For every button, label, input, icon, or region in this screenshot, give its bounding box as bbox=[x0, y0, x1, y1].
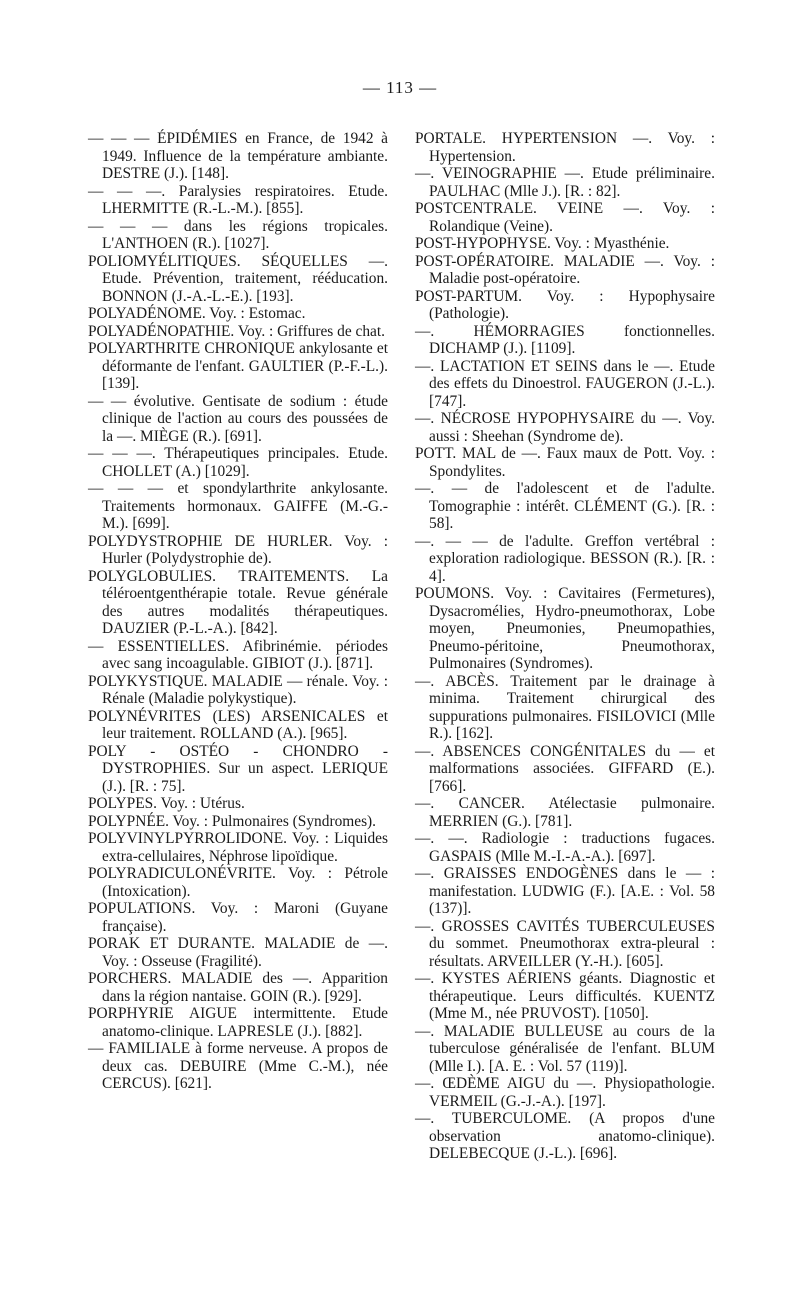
index-entry: —. GROSSES CAVITÉS TUBERCULEUSES du sommet. Pneumothorax extra-pleural : résultats. ARVEILLER (Y.-H.). [605]. bbox=[415, 917, 715, 970]
index-entry: —. TUBERCULOME. (A propos d'une observation anatomo-clinique). DELEBECQUE (J.-L.). [696]. bbox=[415, 1110, 715, 1162]
index-entry: — — — ÉPIDÉMIES en France, de 1942 à 1949. Influence de la température ambiante. DESTRE (J.). [148]. bbox=[88, 130, 388, 182]
index-entry: —. — — de l'adulte. Greffon vertébral : exploration radiologique. BESSON (R.). [R. : 4]. bbox=[415, 532, 715, 585]
index-entry: POLYKYSTIQUE. MALADIE — rénale. Voy. : Rénale (Maladie polykystique). bbox=[88, 672, 388, 707]
index-entry: — — —. Paralysies respiratoires. Etude. LHERMITTE (R.-L.-M.). [855]. bbox=[88, 182, 388, 217]
index-entry: PORAK ET DURANTE. MALADIE de —. Voy. : Osseuse (Fragilité). bbox=[88, 935, 388, 970]
index-entry: — FAMILIALE à forme nerveuse. A propos de deux cas. DEBUIRE (Mme C.-M.), née CERCUS). [621]. bbox=[88, 1040, 388, 1092]
page-number: — 113 — bbox=[362, 78, 438, 97]
index-entry: —. CANCER. Atélectasie pulmonaire. MERRIEN (G.). [781]. bbox=[415, 795, 715, 830]
index-entry: POUMONS. Voy. : Cavitaires (Fermetures), Dysacromélies, Hydro-pneumothorax, Lobe moyen, Pneumonies, Pneumopathies, Pneumo-péritoine, Pneumothorax, Pulmonaires (Syndromes). bbox=[415, 585, 715, 672]
index-entry: POLYARTHRITE CHRONIQUE ankylosante et déformante de l'enfant. GAULTIER (P.-F.-L.). [139]. bbox=[88, 340, 388, 392]
index-entry: POPULATIONS. Voy. : Maroni (Guyane française). bbox=[88, 900, 388, 935]
index-entry: — — — et spondylarthrite ankylosante. Traitements hormonaux. GAIFFE (M.-G.-M.). [699]. bbox=[88, 480, 388, 532]
index-entry: POLYPNÉE. Voy. : Pulmonaires (Syndromes). bbox=[88, 812, 377, 830]
index-entry: PORCHERS. MALADIE des —. Apparition dans la région nantaise. GOIN (R.). [929]. bbox=[88, 970, 388, 1005]
index-entry: POST-PARTUM. Voy. : Hypophysaire (Pathologie). bbox=[415, 287, 715, 322]
index-entry: POLYVINYLPYRROLIDONE. Voy. : Liquides extra-cellulaires, Néphrose lipoïdique. bbox=[88, 830, 388, 865]
index-entry: POST-HYPOPHYSE. Voy. : Myasthénie. bbox=[415, 235, 670, 252]
index-entry: —. MALADIE BULLEUSE au cours de la tuberculose généralisée de l'enfant. BLUM (Mlle I.). [A. E. : Vol. 57 (119)]. bbox=[415, 1022, 715, 1075]
index-entry: POLYGLOBULIES. TRAITEMENTS. La téléroentgenthérapie totale. Revue générale des autres modalités thérapeutiques. DAUZIER (P.-L.-A.). [842]. bbox=[88, 567, 388, 637]
index-entry: —. ABCÈS. Traitement par le drainage à minima. Traitement chirurgical des suppurations pulmonaires. FISILOVICI (Mlle R.). [162]. bbox=[415, 672, 715, 742]
index-entry: —. HÉMORRAGIES fonctionnelles. DICHAMP (J.). [1109]. bbox=[415, 322, 715, 357]
index-entry: —. VEINOGRAPHIE —. Etude préliminaire. PAULHAC (Mlle J.). [R. : 82]. bbox=[415, 165, 715, 200]
index-entry: —. NÉCROSE HYPOPHYSAIRE du —. Voy. aussi : Sheehan (Syndrome de). bbox=[415, 410, 715, 445]
index-entry: —. —. Radiologie : traductions fugaces. GASPAIS (Mlle M.-I.-A.-A.). [697]. bbox=[415, 830, 715, 865]
index-entry: POLYPES. Voy. : Utérus. bbox=[88, 795, 245, 812]
index-entry: —. — de l'adolescent et de l'adulte. Tomographie : intérêt. CLÉMENT (G.). [R. : 58]. bbox=[415, 480, 715, 532]
index-entry: POLY - OSTÉO - CHONDRO - DYSTROPHIES. Sur un aspect. LERIQUE (J.). [R. : 75]. bbox=[88, 742, 388, 795]
index-entry: — — — dans les régions tropicales. L'ANTHOEN (R.). [1027]. bbox=[88, 217, 388, 252]
index-entry: POLYDYSTROPHIE DE HURLER. Voy. : Hurler (Polydystrophie de). bbox=[88, 532, 388, 567]
index-entry: POLIOMYÉLITIQUES. SÉQUELLES —. Etude. Prévention, traitement, rééducation. BONNON (J.-A.-L.-E.). [193]. bbox=[88, 252, 388, 305]
index-entry: POST-OPÉRATOIRE. MALADIE —. Voy. : Maladie post-opératoire. bbox=[415, 252, 715, 287]
index-entry: —. KYSTES AÉRIENS géants. Diagnostic et thérapeutique. Leurs difficultés. KUENTZ (Mme M., née PRUVOST). [1050]. bbox=[415, 970, 715, 1022]
index-entry: —. GRAISSES ENDOGÈNES dans le — : manifestation. LUDWIG (F.). [A.E. : Vol. 58 (137)]. bbox=[415, 865, 715, 917]
index-entry: POTT. MAL de —. Faux maux de Pott. Voy. : Spondylites. bbox=[415, 445, 715, 480]
index-entry: POLYRADICULONÉVRITE. Voy. : Pétrole (Intoxication). bbox=[88, 865, 388, 900]
index-entry: —. LACTATION ET SEINS dans le —. Etude des effets du Dinoestrol. FAUGERON (J.-L.). [747]. bbox=[415, 357, 715, 410]
index-entry: POLYNÉVRITES (LES) ARSENICALES et leur traitement. ROLLAND (A.). [965]. bbox=[88, 707, 388, 742]
index-entry: —. ŒDÈME AIGU du —. Physiopathologie. VERMEIL (G.-J.-A.). [197]. bbox=[415, 1075, 715, 1110]
index-entry: PORTALE. HYPERTENSION —. Voy. : Hypertension. bbox=[415, 130, 715, 165]
index-entry: — — —. Thérapeutiques principales. Etude. CHOLLET (A.) [1029]. bbox=[88, 445, 388, 480]
index-entry: — — évolutive. Gentisate de sodium : étude clinique de l'action au cours des poussées de la —. MIÈGE (R.). [691]. bbox=[88, 392, 388, 445]
index-entry: —. ABSENCES CONGÉNITALES du — et malformations associées. GIFFARD (E.). [766]. bbox=[415, 742, 715, 795]
left-column bbox=[88, 130, 388, 1093]
index-entry: POSTCENTRALE. VEINE —. Voy. : Rolandique (Veine). bbox=[415, 200, 715, 235]
index-entry: PORPHYRIE AIGUE intermittente. Etude anatomo-clinique. LAPRESLE (J.). [882]. bbox=[88, 1005, 388, 1040]
index-entry: — ESSENTIELLES. Afibrinémie. périodes avec sang incoagulable. GIBIOT (J.). [871]. bbox=[88, 637, 388, 672]
index-entry: POLYADÉNOPATHIE. Voy. : Griffures de chat. bbox=[88, 322, 385, 340]
index-entry: POLYADÉNOME. Voy. : Estomac. bbox=[88, 305, 306, 322]
right-column bbox=[415, 130, 715, 1163]
